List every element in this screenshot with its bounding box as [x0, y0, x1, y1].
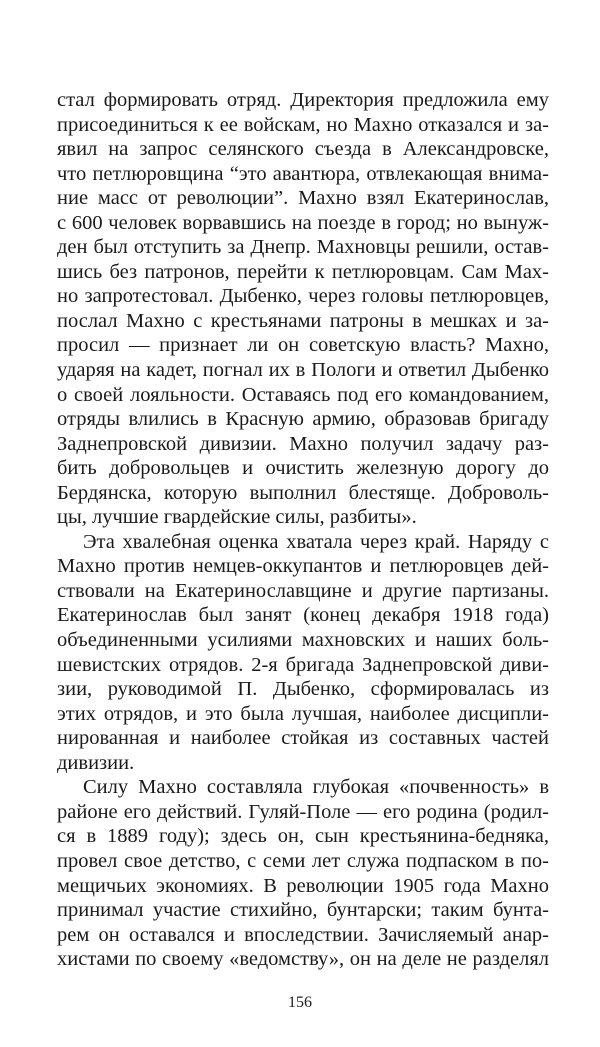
text-line: шись без патронов, перейти к петлюровцам. Сам Мах-: [57, 260, 549, 283]
text-line: ударяя на кадет, погнал их в Пологи и ответил Дыбенко: [57, 359, 549, 382]
text-line: отряды влились в Красную армию, образовав бригаду: [57, 408, 549, 431]
text-line: районе его действий. Гуляй-Поле — его родина (родил-: [57, 800, 549, 823]
text-line: объединенными усилиями махновских и наших боль-: [57, 629, 549, 652]
text-line: Махно против немцев-оккупантов и петлюровцев дей-: [57, 555, 549, 578]
text-line: но запротестовал. Дыбенко, через головы петлюровцев,: [57, 285, 549, 308]
text-line: цы, лучшие гвардейские силы, разбиты».: [57, 506, 417, 529]
text-line: стал формировать отряд. Директория предложила ему: [57, 89, 549, 111]
text-line: ся в 1889 году); здесь он, сын крестьянина-бедняка,: [57, 825, 549, 848]
text-line: явил на запрос селянского съезда в Александровске,: [57, 138, 549, 161]
text-line: Бердянска, которую выполнил блестяще. Доброволь-: [57, 481, 549, 504]
text-line: бить добровольцев и очистить железную дорогу до: [57, 457, 549, 480]
text-line: просил — признает ли он советскую власть? Махно,: [57, 334, 549, 357]
text-line: ден был отступить за Днепр. Махновцы решили, остав-: [57, 236, 549, 259]
text-line: что петлюровщина “это авантюра, отвлекающая внима-: [57, 162, 549, 185]
text-line: ствовали на Екатеринославщине и другие партизаны.: [57, 579, 549, 602]
paragraph-1: [57, 88, 549, 530]
page-number: 156: [288, 994, 312, 1011]
text-line: послал Махно с крестьянами патроны в мешках и за-: [57, 309, 549, 332]
text-line: принимал участие стихийно, бунтарски; таким бунта-: [57, 899, 549, 922]
text-line: мещичьих экономиях. В революции 1905 года Махно: [57, 874, 549, 897]
text-line: Заднепровской дивизии. Махно получил задачу раз-: [57, 432, 549, 455]
text-line: хистами по своему «ведомству», он на деле не разделял: [57, 948, 549, 971]
paragraph-2: [57, 530, 549, 775]
text-line: нированная и наиболее стойкая из составных частей: [57, 727, 549, 750]
text-line: ние масс от революции”. Махно взял Екатеринослав,: [57, 187, 549, 210]
text-line: присоединиться к ее войскам, но Махно отказался и за-: [57, 113, 549, 136]
text-line: шевистских отрядов. 2-я бригада Заднепровской диви-: [57, 653, 549, 676]
paragraph-3: [57, 775, 549, 971]
text-line: о своей лояльности. Оставаясь под его командованием,: [57, 383, 549, 406]
text-line: Екатеринослав был занят (конец декабря 1918 года): [57, 604, 549, 627]
text-line: Эта хвалебная оценка хватала через край. Наряду с: [83, 530, 549, 553]
text-line: Силу Махно составляла глубокая «почвенность» в: [83, 776, 549, 799]
text-line: дивизии.: [57, 751, 135, 774]
text-line: рем он оставался и впоследствии. Зачисляемый анар-: [57, 923, 549, 946]
page-body: [57, 88, 549, 972]
text-line: провел свое детство, с семи лет служа подпаском в по-: [57, 849, 549, 872]
text-line: с 600 человек ворвавшись на поезде в город; но вынуж-: [57, 211, 549, 234]
text-line: этих отрядов, и это была лучшая, наиболее дисципли-: [57, 702, 549, 725]
text-line: зии, руководимой П. Дыбенко, сформировалась из: [57, 678, 549, 701]
